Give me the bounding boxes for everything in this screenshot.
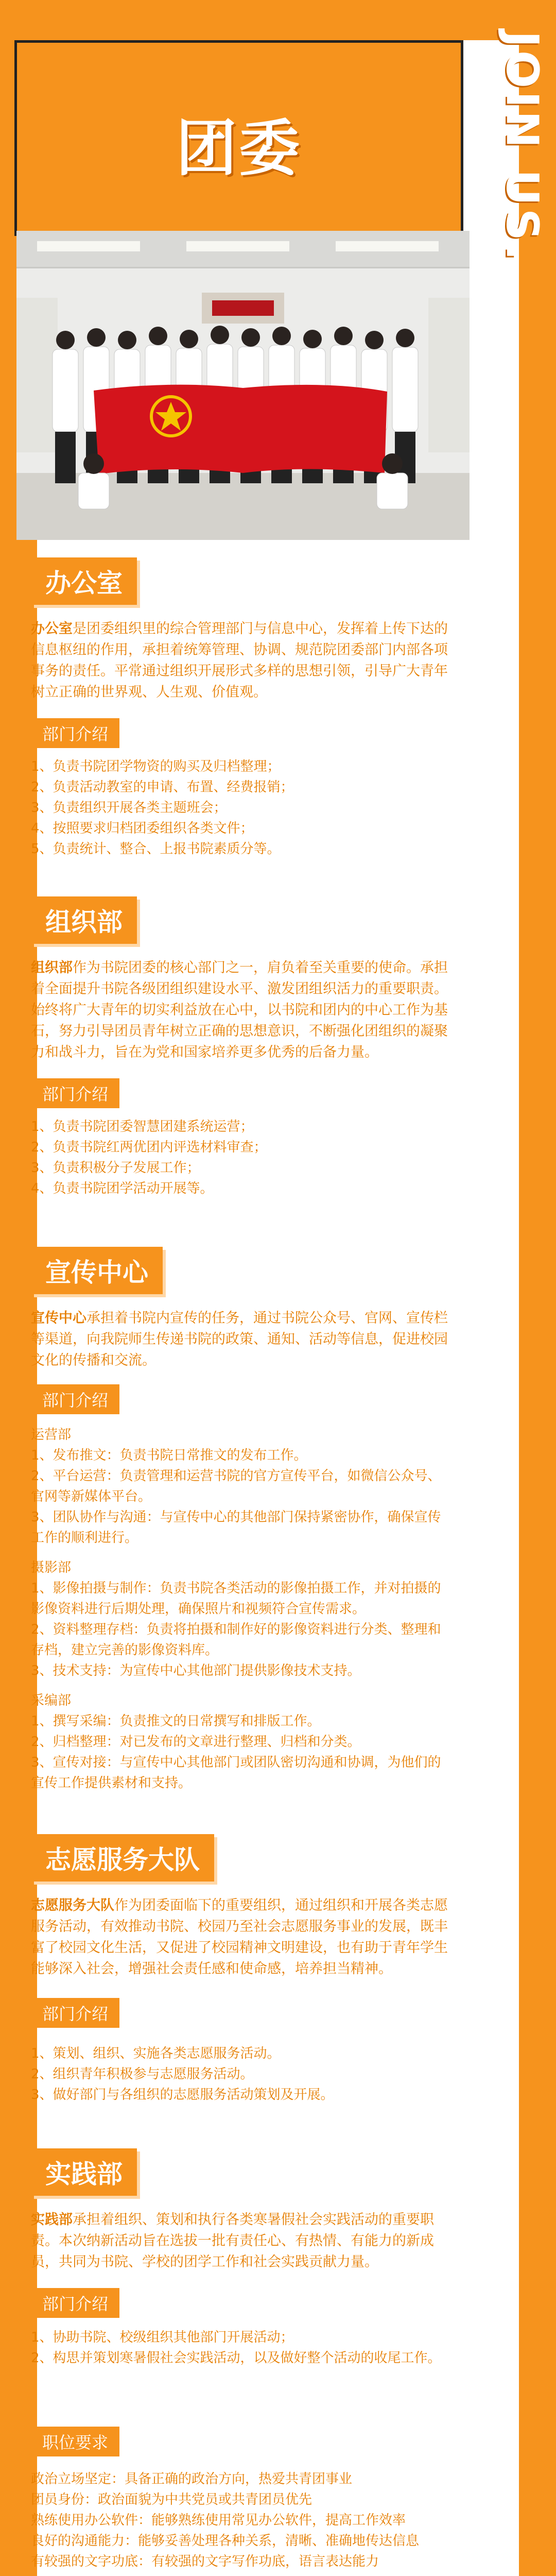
list-item: 1、撰写采编：负责推文的日常撰写和排版工作。: [31, 1714, 321, 1729]
list-item: 熟练使用办公软件：能够熟练使用常见办公软件，提高工作效率: [31, 2513, 406, 2528]
list-item: 3、负责积极分子发展工作；: [31, 1160, 200, 1176]
list-item: 团员身份：政治面貌为中共党员或共青团员优先: [31, 2492, 312, 2507]
list-item: 3、团队协作与沟通：与宣传中心的其他部门保持紧密协作，确保宣传工作的顺利进行。: [31, 1510, 441, 1546]
publicity-dept-label: 部门介绍: [31, 1384, 119, 1414]
org-title: 组织部: [31, 896, 137, 944]
list-item: 3、技术支持：为宣传中心其他部门提供影像技术支持。: [31, 1663, 361, 1679]
list-item: 2、构思并策划寒暑假社会实践活动，以及做好整个活动的收尾工作。: [31, 2350, 441, 2366]
join-us-side-text: JOIN US.: [496, 31, 548, 264]
volunteer-section: [31, 1834, 451, 2105]
list-item: 1、负责书院团学物资的购买及归档整理；: [31, 759, 281, 774]
publicity-title: 宣传中心: [31, 1247, 163, 1294]
list-item: 1、影像拍摄与制作：负责书院各类活动的影像拍摄工作，并对拍摄的影像资料进行后期处理，确保照片和视频符合宣传需求。: [31, 1581, 441, 1617]
practice-title: 实践部: [31, 2148, 137, 2196]
office-title: 办公室: [31, 557, 137, 605]
list-item: 有较强的文字功底：有较强的文字写作功底，语言表达能力: [31, 2554, 379, 2569]
list-item: 2、负责书院红两优团内评选材料审查；: [31, 1140, 267, 1155]
practice-intro: 实践部承担着组织、策划和执行各类寒暑假社会实践活动的重要职责。本次纳新活动旨在选拔一批有责任心、有热情、有能力的新成员，共同为书院、学校的团学工作和社会实践贡献力量。: [31, 2212, 434, 2270]
group-name: 采编部: [31, 1693, 72, 1708]
volunteer-intro: 志愿服务大队作为团委面临下的重要组织，通过组织和开展各类志愿服务活动，有效推动书院、校园乃至社会志愿服务事业的发展，既丰富了校园文化生活，又促进了校园精神文明建设，也有助于青年学生能够深入社会，增强社会责任感和使命感，培养担当精神。: [31, 1897, 448, 1977]
group-name: 摄影部: [31, 1560, 72, 1575]
list-item: 4、按照要求归档团委组织各类文件；: [31, 821, 254, 836]
office-intro: 办公室是团委组织里的综合管理部门与信息中心，发挥着上传下达的信息枢纽的作用，承担着统筹管理、协调、规范院团委部门内部各项事务的责任。平常通过组织开展形式多样的思想引领，引导广大青年树立正确的世界观、人生观、价值观。: [31, 621, 448, 700]
list-item: 1、协助书院、校级组织其他部门开展活动；: [31, 2330, 294, 2345]
volunteer-dept-label: 部门介绍: [31, 1998, 119, 2028]
org-intro: 组织部作为书院团委的核心部门之一，肩负着至关重要的使命。承担着全面提升书院各级团组织建设水平、激发团组织活力的重要职责。始终将广大青年的切实利益放在心中，以书院和团内的中心工作为基石，努力引导团员青年树立正确的思想意识，不断强化团组织的凝聚力和战斗力，旨在为党和国家培养更多优秀的后备力量。: [31, 960, 448, 1060]
org-section: [31, 896, 451, 1199]
practice-dept-label: 部门介绍: [31, 2288, 119, 2318]
office-section: [31, 557, 451, 859]
group-photo: [16, 231, 470, 540]
publicity-group-ops: [31, 1425, 451, 1548]
requirements-general: [31, 2469, 451, 2572]
list-item: 2、负责活动教室的申请、布置、经费报销；: [31, 779, 294, 795]
practice-section: [31, 2148, 451, 2368]
list-item: 4、负责书院团学活动开展等。: [31, 1181, 214, 1196]
office-list: [31, 756, 451, 859]
list-item: 2、组织青年积极参与志愿服务活动。: [31, 2066, 254, 2082]
list-item: 3、宣传对接：与宣传中心其他部门或团队密切沟通和协调，为他们的宣传工作提供素材和支持。: [31, 1755, 441, 1791]
requirements-label: 职位要求: [31, 2427, 119, 2456]
list-item: 3、负责组织开展各类主题班会；: [31, 800, 227, 816]
group-name: 运营部: [31, 1427, 72, 1443]
org-dept-label: 部门介绍: [31, 1078, 119, 1108]
publicity-group-edit: [31, 1690, 451, 1793]
org-list: [31, 1116, 451, 1199]
list-item: 良好的沟通能力：能够妥善处理各种关系，清晰、准确地传达信息: [31, 2533, 420, 2549]
publicity-intro: 宣传中心承担着书院内宣传的任务，通过书院公众号、官网、宣传栏等渠道，向我院师生传递书院的政策、通知、活动等信息，促进校园文化的传播和交流。: [31, 1310, 448, 1368]
list-item: 2、资料整理存档：负责将拍摄和制作好的影像资料进行分类、整理和存档，建立完善的影像资料库。: [31, 1622, 441, 1658]
list-item: 2、平台运营：负责管理和运营书院的官方宣传平台，如微信公众号、官网等新媒体平台。: [31, 1468, 441, 1504]
list-item: 2、归档整理：对已发布的文章进行整理、归档和分类。: [31, 1734, 361, 1750]
publicity-section: [31, 1247, 451, 1793]
page-title: 团委: [176, 113, 302, 184]
office-dept-label: 部门介绍: [31, 718, 119, 748]
practice-list: [31, 2327, 451, 2368]
volunteer-title: 志愿服务大队: [31, 1834, 214, 1882]
publicity-group-photo: [31, 1557, 451, 1681]
list-item: 1、负责书院团委智慧团建系统运营；: [31, 1119, 254, 1134]
header-banner: [14, 40, 463, 236]
list-item: 政治立场坚定：具备正确的政治方向，热爱共青团事业: [31, 2471, 353, 2487]
requirements-section: [31, 2427, 451, 2576]
list-item: 1、策划、组织、实施各类志愿服务活动。: [31, 2046, 281, 2061]
volunteer-list: [31, 2043, 451, 2105]
list-item: 1、发布推文：负责书院日常推文的发布工作。: [31, 1448, 307, 1463]
list-item: 3、做好部门与各组织的志愿服务活动策划及开展。: [31, 2087, 334, 2103]
list-item: 5、负责统计、整合、上报书院素质分等。: [31, 841, 281, 857]
